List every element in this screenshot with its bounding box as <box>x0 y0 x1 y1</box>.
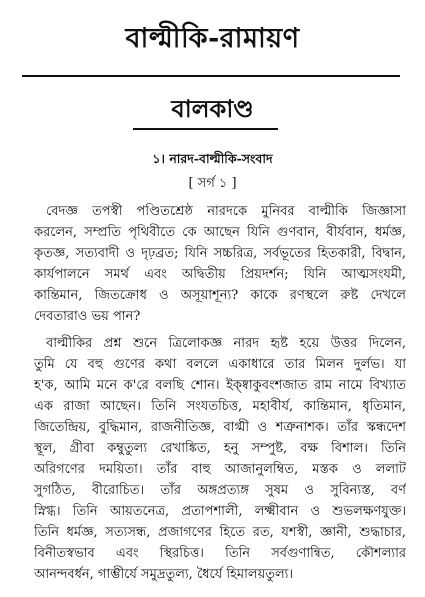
text-line: স্নিগ্ধ। তিনি আয়তনেত্র, প্রতাপশালী, লক্ষ্মীবান ও শুভলক্ষণযুক্ত। <box>34 504 406 519</box>
text-line: বাল্মীকির প্রশ্ন শুনে ত্রিলোকজ্ঞ নারদ হৃষ্ট হয়ে উত্তর দিলেন, <box>46 336 406 351</box>
text-line: তিনি ধর্মজ্ঞ, সত্যসন্ধ, প্রজাগণের হিতে রত, যশস্বী, জ্ঞানী, শুদ্ধাচার, <box>34 525 406 540</box>
text-line: জিতেন্দ্রিয়, বুদ্ধিমান, রাজনীতিজ্ঞ, বাগ্মী ও শত্রুনাশক। তাঁর স্কন্ধদেশ <box>34 420 406 435</box>
paragraph-1 <box>34 201 406 327</box>
text-line: এক রাজা আছেন। তিনি সংযতচিত্ত, মহাবীর্য, কান্তিমান, ধৃতিমান, <box>34 399 406 414</box>
text-line: কান্তিমান, জিতক্রোধ ও অসূয়াশূন্য? কাকে রণস্থলে রুষ্ট দেখলে <box>34 288 406 303</box>
book-title: বাল্মীকি-রামায়ণ <box>125 23 300 54</box>
text-line: কার্যপালনে সমর্থ এবং অদ্বিতীয় প্রিয়দর্শন; যিনি আত্মসংযমী, <box>34 267 406 282</box>
text-line: করলেন, সম্প্রতি পৃথিবীতে কে আছেন যিনি গুণবান, বীর্যবান, ধর্মজ্ঞ, <box>34 225 406 240</box>
text-line: স্থূল, গ্রীবা কম্বুতুল্য রেখাঙ্কিত, হনু সম্পুষ্ট, বক্ষ বিশাল। তিনি <box>34 441 406 456</box>
text-line: সুগঠিত, বীরোচিত। তাঁর অঙ্গপ্রত্যঙ্গ সুষম ও সুবিন্যস্ত, বর্ণ <box>34 483 406 498</box>
text-line: দেবতারাও ভয় পান? <box>34 309 141 324</box>
text-line: হ'ক, আমি মনে ক'রে বলছি শোন। ইক্ষ্বাকুবংশজাত রাম নামে বিখ্যাত <box>34 378 406 393</box>
text-line: বেদজ্ঞ তপস্বী পণ্ডিতশ্রেষ্ঠ নারদকে মুনিবর বাল্মীকি জিজ্ঞাসা <box>46 204 406 219</box>
paragraph-2 <box>34 333 406 585</box>
sarga-label: [ সর্গ ১ ] <box>188 176 237 191</box>
text-line: আনন্দবর্ধন, গাম্ভীর্যে সমুদ্রতুল্য, ধৈর্যে হিমালয়তুল্য। <box>34 567 294 582</box>
chapter-heading: ১। নারদ-বাল্মীকি-সংবাদ <box>152 151 273 166</box>
title-rule <box>22 75 400 77</box>
text-line: বিনীতস্বভাব এবং স্থিরচিত্ত। তিনি সর্বগুণান্বিত, কৌশল্যার <box>34 546 406 561</box>
text-line: তুমি যে বহু গুণের কথা বললে একাধারে তার মিলন দুর্লভ। যা <box>34 357 406 372</box>
kanda-heading: বালকাণ্ড <box>171 94 254 123</box>
text-line: অরিগণের দময়িতা। তাঁর বাহু আজানুলম্বিত, মস্তক ও ললাট <box>34 462 406 477</box>
text-line: কৃতজ্ঞ, সত্যবাদী ও দৃঢ়ব্রত; যিনি সচ্চরিত্র, সর্বভূতের হিতকারী, বিদ্বান, <box>34 246 406 261</box>
kanda-underline <box>133 128 278 130</box>
